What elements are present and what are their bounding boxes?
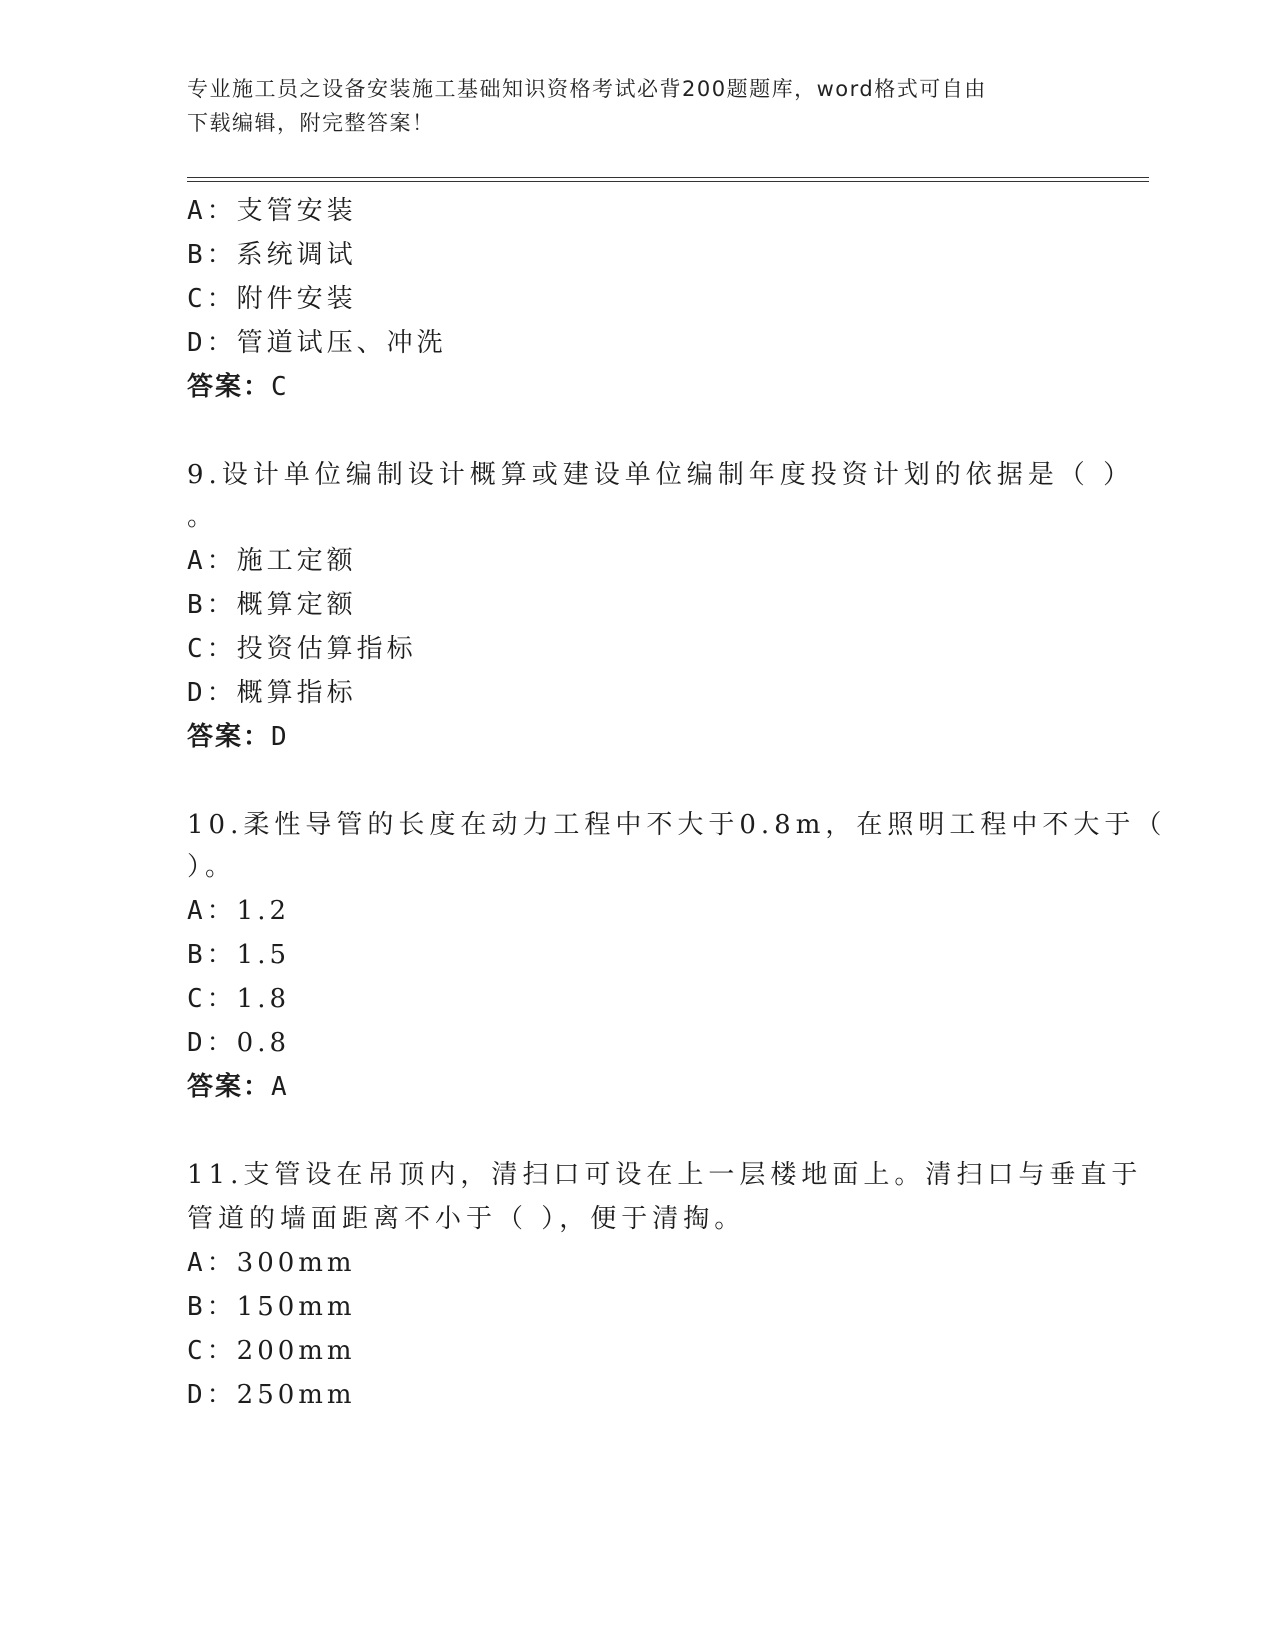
option-c xyxy=(187,1330,356,1367)
option-b xyxy=(187,234,357,271)
option-b xyxy=(187,584,357,621)
option-text: 附件安装 xyxy=(236,284,357,314)
option-key: B： xyxy=(187,240,237,270)
option-key: A： xyxy=(187,896,237,926)
option-text: 150mm xyxy=(236,1292,356,1322)
option-text: 投资估算指标 xyxy=(236,634,417,664)
option-key: A： xyxy=(187,546,237,576)
option-d xyxy=(187,1374,356,1411)
answer xyxy=(187,716,289,753)
answer-value: C xyxy=(271,372,289,402)
option-key: A： xyxy=(187,196,237,226)
option-key: C： xyxy=(187,984,237,1014)
option-key: C： xyxy=(187,634,237,664)
option-d xyxy=(187,672,357,709)
option-key: B： xyxy=(187,590,237,620)
answer-label: 答案： xyxy=(187,722,272,752)
option-text: 300mm xyxy=(236,1248,356,1278)
option-text: 250mm xyxy=(236,1380,356,1410)
answer xyxy=(187,1066,289,1103)
option-a xyxy=(187,1242,356,1279)
option-text: 概算指标 xyxy=(236,678,357,708)
option-text: 200mm xyxy=(236,1336,356,1366)
option-key: D： xyxy=(187,678,237,708)
answer-value: A xyxy=(271,1072,289,1102)
option-c xyxy=(187,628,417,665)
option-text: 1.8 xyxy=(236,984,291,1014)
option-b xyxy=(187,934,290,971)
document-header xyxy=(187,72,1067,140)
option-key: B： xyxy=(187,1292,237,1322)
option-key: A： xyxy=(187,1248,237,1278)
option-text: 支管安装 xyxy=(236,196,357,226)
option-text: 施工定额 xyxy=(236,546,357,576)
option-key: D： xyxy=(187,1028,237,1058)
option-text: 管道试压、冲洗 xyxy=(236,328,447,358)
option-c xyxy=(187,278,357,315)
option-key: C： xyxy=(187,284,237,314)
header-title-line-2: 下载编辑，附完整答案！ xyxy=(187,111,435,135)
answer xyxy=(187,366,289,403)
option-a xyxy=(187,540,357,577)
option-text: 0.8 xyxy=(236,1028,291,1058)
option-key: D： xyxy=(187,1380,237,1410)
option-key: D： xyxy=(187,328,237,358)
answer-label: 答案： xyxy=(187,372,272,402)
option-b xyxy=(187,1286,356,1323)
option-key: B： xyxy=(187,940,237,970)
question-stem-continuation: 。 xyxy=(187,502,219,532)
header-divider-bottom xyxy=(187,181,1149,182)
question-stem: 11.支管设在吊顶内，清扫口可设在上一层楼地面上。清扫口与垂直于 xyxy=(187,1160,1143,1190)
question-stem-continuation: ）。 xyxy=(187,852,237,882)
question-stem: 9.设计单位编制设计概算或建设单位编制年度投资计划的依据是（ ） xyxy=(187,460,1135,490)
option-a xyxy=(187,190,357,227)
header-divider-top xyxy=(187,177,1149,178)
header-title-line-1: 专业施工员之设备安装施工基础知识资格考试必背200题题库，word格式可自由 xyxy=(187,77,987,101)
option-text: 概算定额 xyxy=(236,590,357,620)
answer-label: 答案： xyxy=(187,1072,272,1102)
option-text: 1.5 xyxy=(236,940,291,970)
question-stem: 10.柔性导管的长度在动力工程中不大于0.8m，在照明工程中不大于（ xyxy=(187,810,1167,840)
option-text: 系统调试 xyxy=(236,240,357,270)
option-d xyxy=(187,322,447,359)
option-key: C： xyxy=(187,1336,237,1366)
option-text: 1.2 xyxy=(236,896,291,926)
option-a xyxy=(187,890,290,927)
answer-value: D xyxy=(271,722,289,752)
option-c xyxy=(187,978,290,1015)
option-d xyxy=(187,1022,290,1059)
question-stem-continuation: 管道的墙面距离不小于（ ），便于清掏。 xyxy=(187,1204,746,1234)
